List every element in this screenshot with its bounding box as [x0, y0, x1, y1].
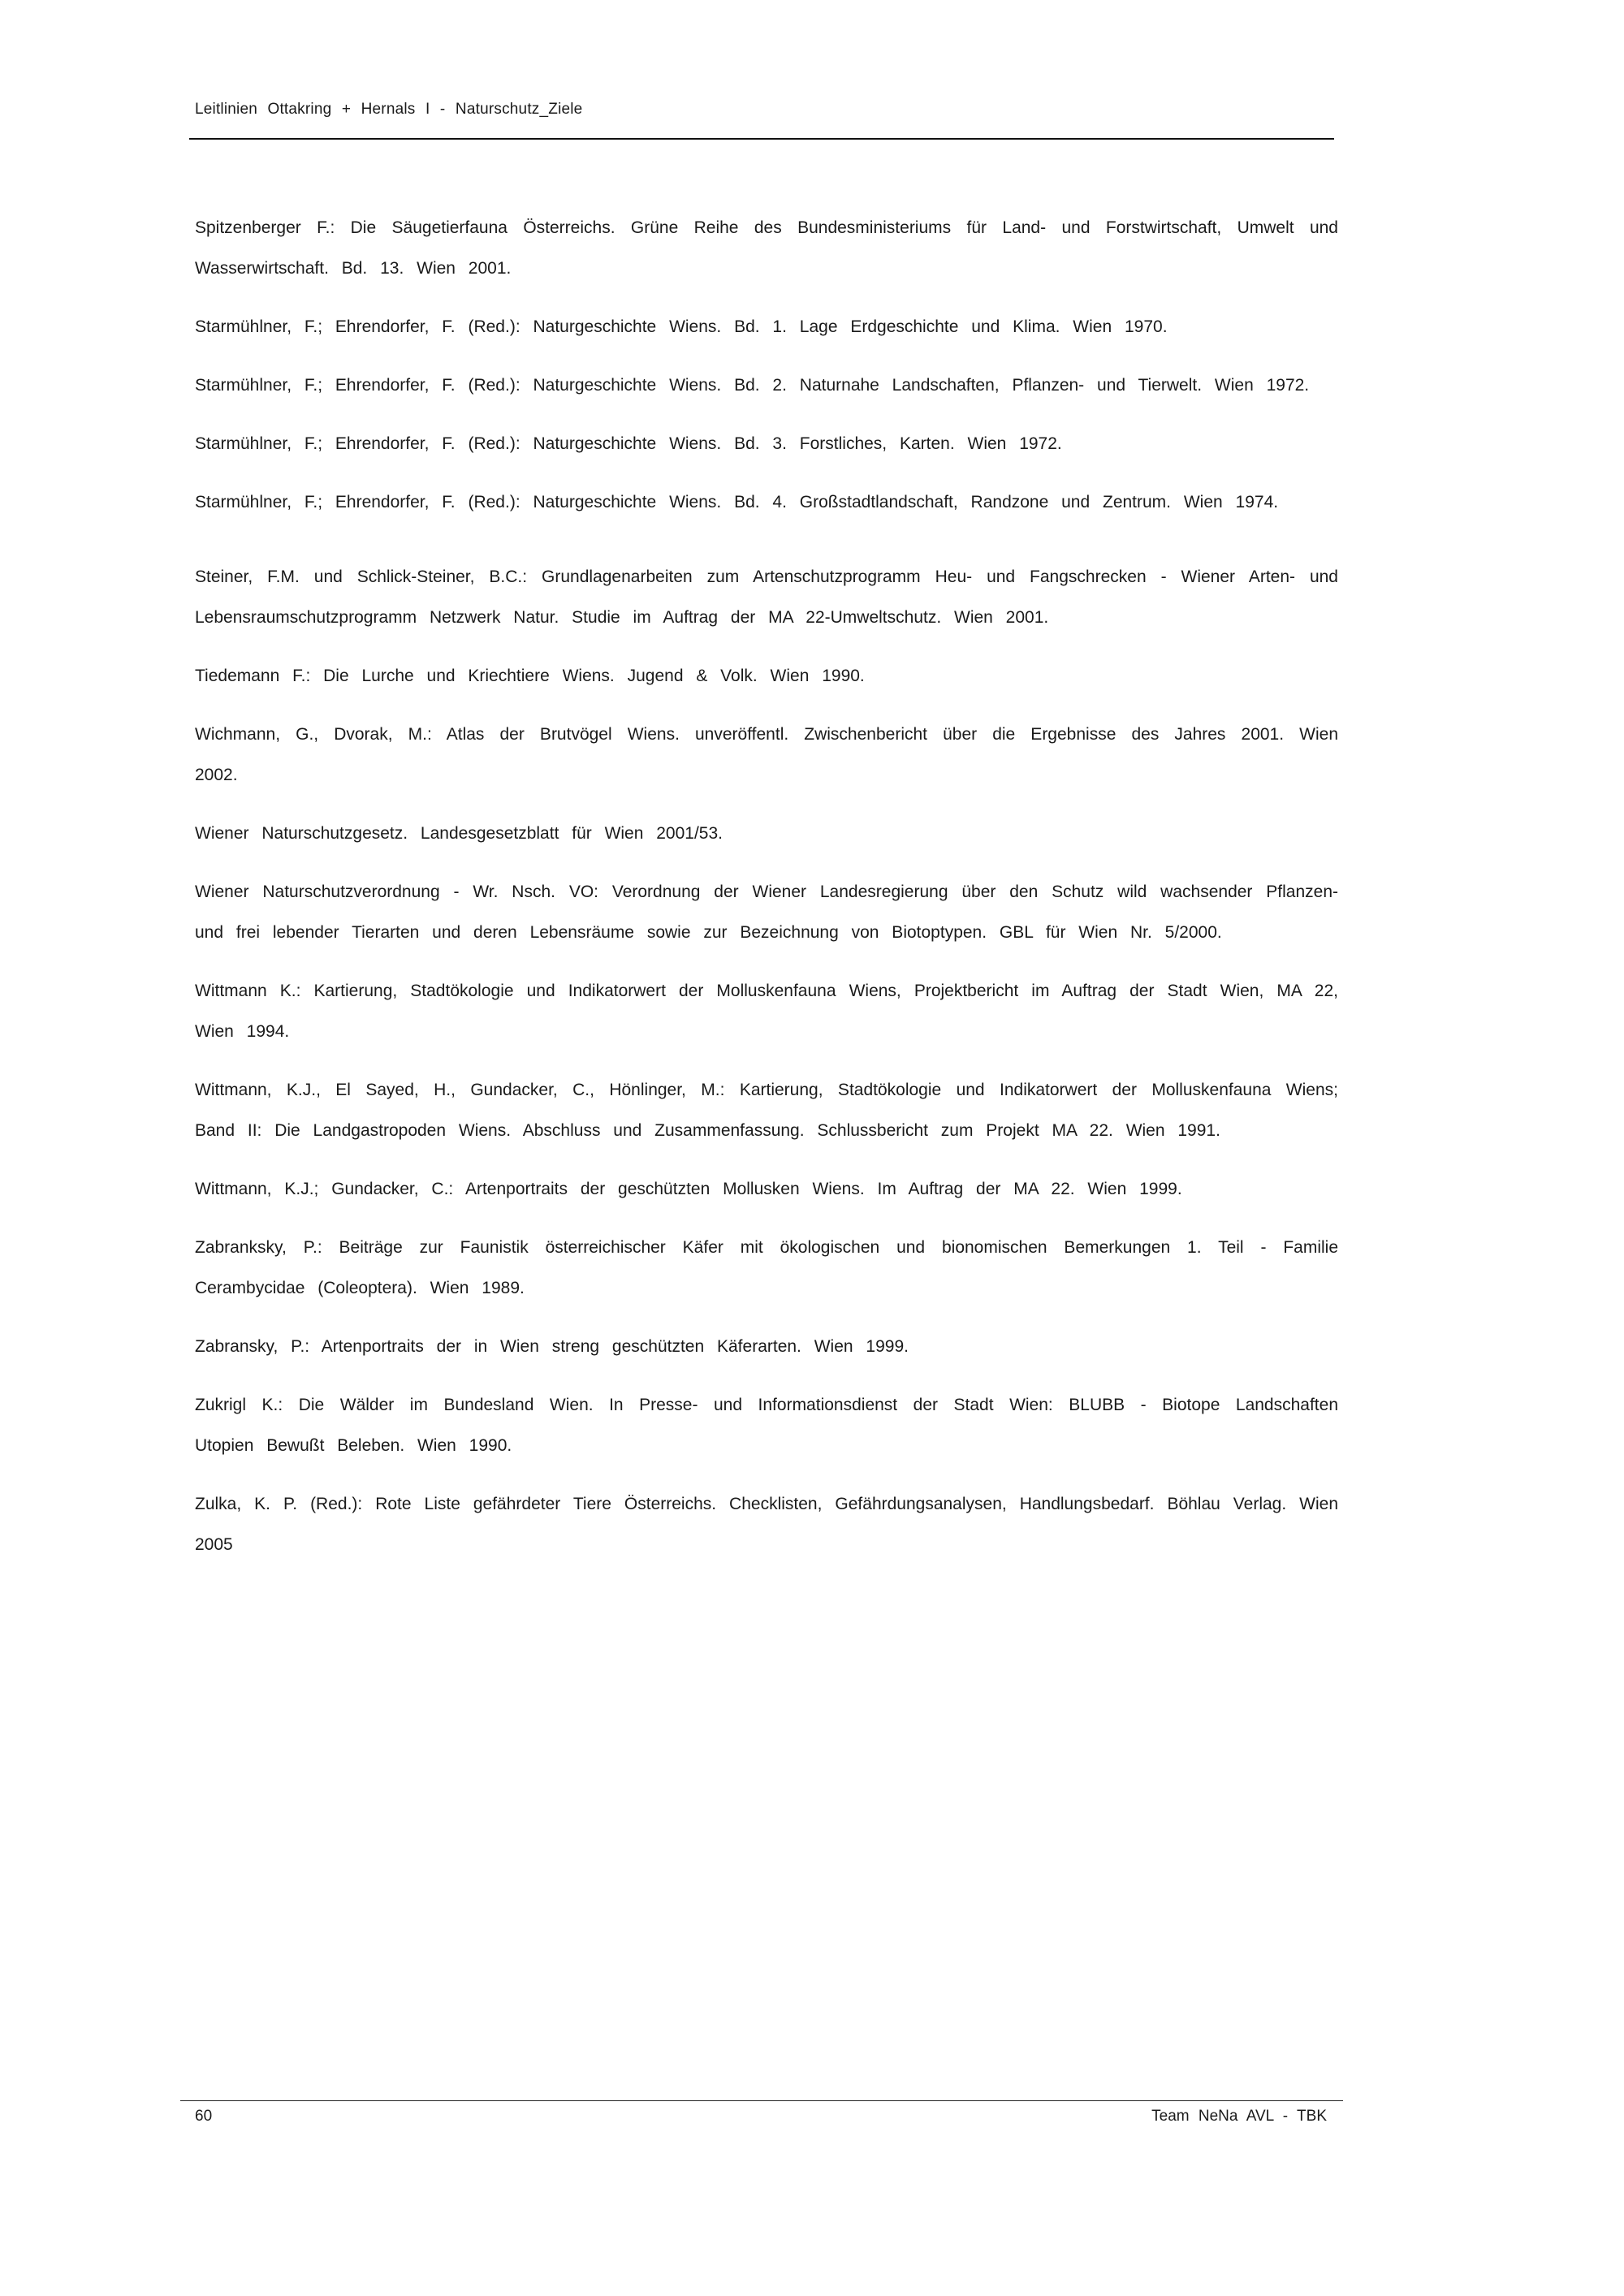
reference-entry: Wiener Naturschutzgesetz. Landesgesetzblatt für Wien 2001/53.	[195, 824, 723, 843]
reference-entry: Wittmann K.: Kartierung, Stadtökologie und Indikatorwert der Molluskenfauna Wiens, Projektbericht im Auftrag der Stadt Wien, MA 22, Wien 1994.	[195, 982, 1338, 1041]
reference-entry: Starmühlner, F.; Ehrendorfer, F. (Red.): Naturgeschichte Wiens. Bd. 1. Lage Erdgeschichte und Klima. Wien 1970.	[195, 317, 1168, 336]
running-header: Leitlinien Ottakring + Hernals I - Naturschutz_Ziele	[195, 101, 583, 118]
reference-list	[195, 208, 1338, 1583]
reference-entry: Spitzenberger F.: Die Säugetierfauna Österreichs. Grüne Reihe des Bundesministeriums für Land- und Forstwirtschaft, Umwelt und Wasserwirtschaft. Bd. 13. Wien 2001.	[195, 218, 1338, 278]
reference-entry: Starmühlner, F.; Ehrendorfer, F. (Red.): Naturgeschichte Wiens. Bd. 4. Großstadtlandschaft, Randzone und Zentrum. Wien 1974.	[195, 493, 1279, 511]
reference-entry: Wittmann, K.J.; Gundacker, C.: Artenportraits der geschützten Mollusken Wiens. Im Auftrag der MA 22. Wien 1999.	[195, 1180, 1182, 1198]
reference-entry: Zabranksky, P.: Beiträge zur Faunistik österreichischer Käfer mit ökologischen und bionomischen Bemerkungen 1. Teil - Familie Cerambycidae (Coleoptera). Wien 1989.	[195, 1238, 1338, 1297]
reference-entry: Wichmann, G., Dvorak, M.: Atlas der Brutvögel Wiens. unveröffentl. Zwischenbericht über die Ergebnisse des Jahres 2001. Wien 2002.	[195, 725, 1338, 784]
reference-entry: Zabransky, P.: Artenportraits der in Wien streng geschützten Käferarten. Wien 1999.	[195, 1337, 909, 1356]
reference-entry: Zukrigl K.: Die Wälder im Bundesland Wien. In Presse- und Informationsdienst der Stadt Wien: BLUBB - Biotope Landschaften Utopien Bewußt Beleben. Wien 1990.	[195, 1396, 1338, 1455]
footer-team-label: Team NeNa AVL - TBK	[1151, 2108, 1327, 2125]
footer-divider	[180, 2100, 1343, 2101]
reference-entry: Tiedemann F.: Die Lurche und Kriechtiere Wiens. Jugend & Volk. Wien 1990.	[195, 667, 865, 685]
reference-entry: Starmühlner, F.; Ehrendorfer, F. (Red.): Naturgeschichte Wiens. Bd. 3. Forstliches, Karten. Wien 1972.	[195, 434, 1062, 453]
reference-entry: Zulka, K. P. (Red.): Rote Liste gefährdeter Tiere Österreichs. Checklisten, Gefährdungsanalysen, Handlungsbedarf. Böhlau Verlag. Wien 2005	[195, 1495, 1338, 1554]
reference-entry: Starmühlner, F.; Ehrendorfer, F. (Red.): Naturgeschichte Wiens. Bd. 2. Naturnahe Landschaften, Pflanzen- und Tierwelt. Wien 1972.	[195, 376, 1310, 395]
reference-entry: Steiner, F.M. und Schlick-Steiner, B.C.: Grundlagenarbeiten zum Artenschutzprogramm Heu- und Fangschrecken - Wiener Arten- und Lebensraumschutzprogramm Netzwerk Natur. Studie im Auftrag der MA 22-Umweltschutz. Wien 2001.	[195, 568, 1338, 627]
header-divider	[189, 138, 1334, 140]
page-number: 60	[195, 2108, 213, 2125]
reference-entry: Wittmann, K.J., El Sayed, H., Gundacker, C., Hönlinger, M.: Kartierung, Stadtökologie und Indikatorwert der Molluskenfauna Wiens; Band II: Die Landgastropoden Wiens. Abschluss und Zusammenfassung. Schlussbericht zum Projekt MA 22. Wien 1991.	[195, 1081, 1338, 1140]
reference-entry: Wiener Naturschutzverordnung - Wr. Nsch. VO: Verordnung der Wiener Landesregierung über den Schutz wild wachsender Pflanzen- und frei lebender Tierarten und deren Lebensräume sowie zur Bezeichnung von Biotoptypen. GBL für Wien Nr. 5/2000.	[195, 883, 1338, 942]
